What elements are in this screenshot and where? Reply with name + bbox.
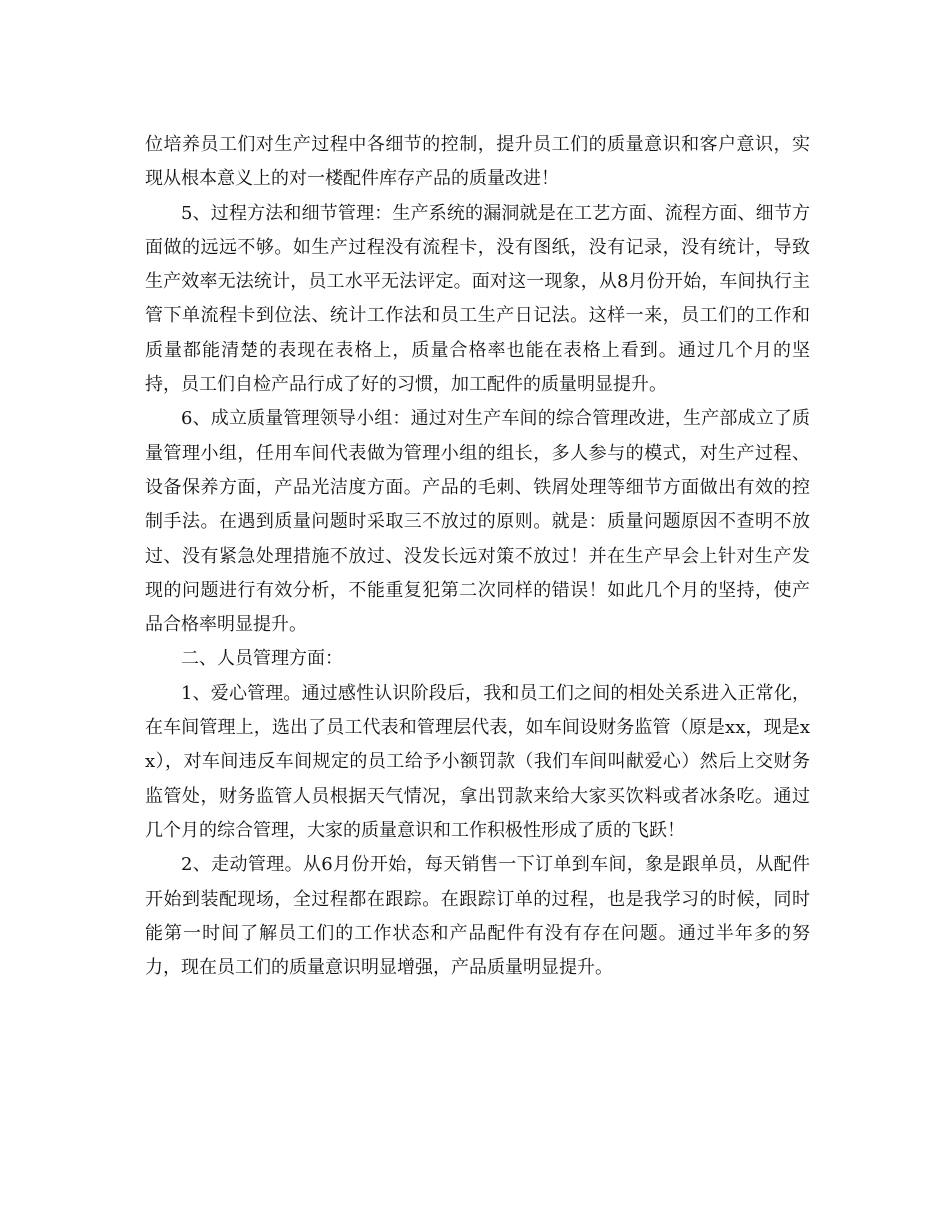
paragraph-quality-team: 6、成立质量管理领导小组：通过对生产车间的综合管理改进，生产部成立了质量管理小组，任用车间代表做为管理小组的组长，多人参与的模式，对生产过程、设备保养方面，产品光洁度方面。产品的毛刺、铁屑处理等细节方面做出有效的控制手法。在遇到质量问题时采取三不放过的原则。就是：质量问题原因不查明不放过、没有紧急处理措施不放过、没发长远对策不放过！并在生产早会上针对生产发现的问题进行有效分析，不能重复犯第二次同样的错误！如此几个月的坚持，使产品合格率明显提升。 <box>145 408 810 636</box>
section-heading-personnel: 二、人员管理方面： <box>181 648 343 670</box>
paragraph-caring-management: 1、爱心管理。通过感性认识阶段后，我和员工们之间的相处关系进入正常化，在车间管理上，选出了员工代表和管理层代表，如车间设财务监管（原是xx，现是xx），对车间违反车间规定的员工给予小额罚款（我们车间叫献爱心）然后上交财务监管处，财务监管人员根据天气情况，拿出罚款来给大家买饮料或者冰条吃。通过几个月的综合管理，大家的质量意识和工作积极性形成了质的飞跃！ <box>145 682 810 841</box>
paragraph-walking-management: 2、走动管理。从6月份开始，每天销售一下订单到车间，象是跟单员，从配件开始到装配现场，全过程都在跟踪。在跟踪订单的过程，也是我学习的时候，同时能第一时间了解员工们的工作状态和产品配件有没有存在问题。通过半年多的努力，现在员工们的质量意识明显增强，产品质量明显提升。 <box>145 854 810 979</box>
paragraph-continuation: 位培养员工们对生产过程中各细节的控制，提升员工们的质量意识和客户意识，实现从根本意义上的对一楼配件库存产品的质量改进！ <box>145 134 810 190</box>
document-body <box>145 128 810 985</box>
paragraph-process-method: 5、过程方法和细节管理：生产系统的漏洞就是在工艺方面、流程方面、细节方面做的远远不够。如生产过程没有流程卡，没有图纸，没有记录，没有统计，导致生产效率无法统计，员工水平无法评定。面对这一现象，从8月份开始，车间执行主管下单流程卡到位法、统计工作法和员工生产日记法。这样一来，员工们的工作和质量都能清楚的表现在表格上，质量合格率也能在表格上看到。通过几个月的坚持，员工们自检产品行成了好的习惯，加工配件的质量明显提升。 <box>145 202 810 396</box>
